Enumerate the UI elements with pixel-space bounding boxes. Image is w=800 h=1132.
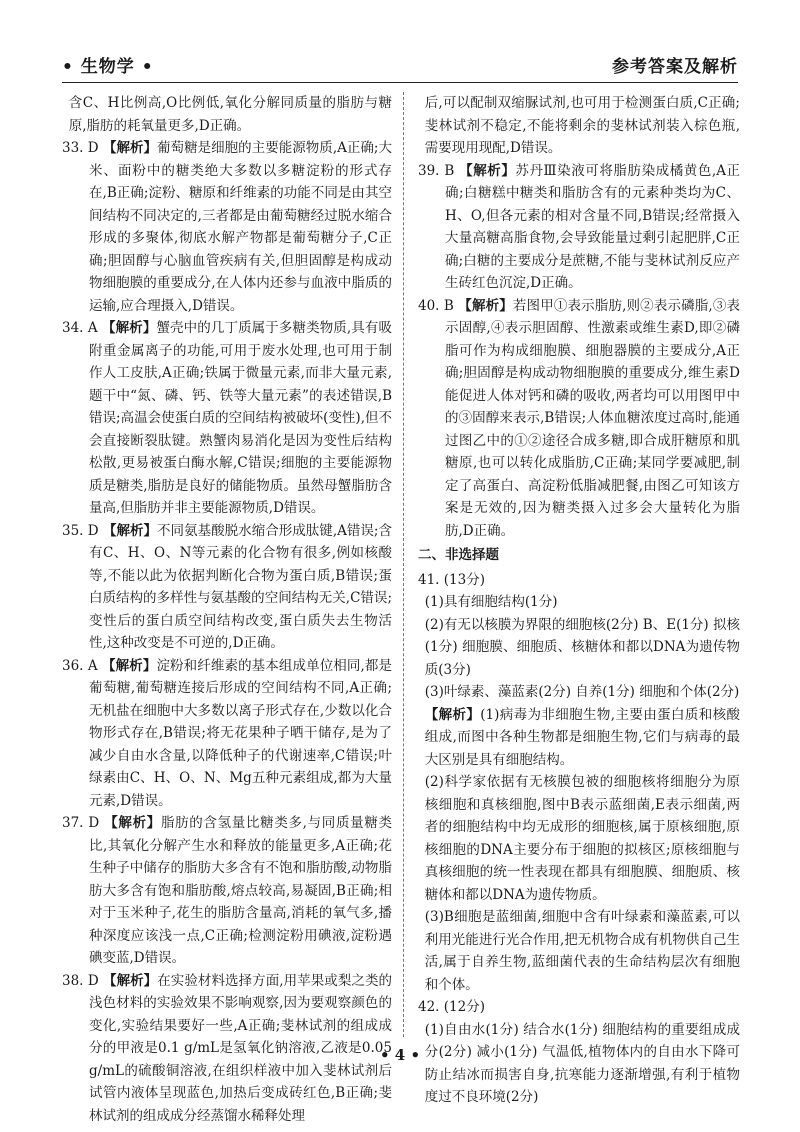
answer-33	[62, 137, 392, 317]
answer-41-head: 41. (13分)	[418, 571, 485, 588]
answer-41-part-2: (2)有无以核膜为界限的细胞核(2分) B、E(1分) 拟核(1分) 细胞膜、细胞质、核糖体和都以DNA为遗传物质(3分)	[424, 616, 740, 678]
answer-41-analysis-1	[418, 704, 740, 772]
answer-42-head: 42. (12分)	[418, 999, 485, 1015]
analysis-tag: 【解析】	[104, 815, 161, 831]
analysis-tag: 【解析】	[459, 162, 516, 179]
column-divider	[403, 92, 404, 1037]
continued-answer-38: 后,可以配制双缩脲试剂,也可用于检测蛋白质,C正确;斐林试剂不稳定,不能将剩余的斐林试剂装入棕色瓶,需要现用现配,D错误。	[424, 95, 740, 156]
answer-41-part-3: (3)叶绿素、藻蓝素(2分) 自养(1分) 细胞和个体(2分)	[424, 684, 740, 700]
answer-35-text: 不同氨基酸脱水缩合形成肽键,A错误;含有C、H、O、N等元素的化合物有很多,例如核酸等,不能以此为依据判断化合物为蛋白质,B错误;蛋白质结构的多样性与氨基酸的空间结构无关,C错误;变性后的蛋白质空间结构改变,蛋白质失去生物活性,这种改变是不可逆的,D正确。	[89, 522, 393, 651]
subject-label: • 生物学 •	[62, 57, 154, 77]
header-rule	[62, 82, 738, 83]
answer-41-part-1: (1)具有细胞结构(1分)	[424, 594, 558, 610]
answer-37-text: 脂肪的含氢量比糖类多,与同质量糖类比,其氧化分解产生水和释放的能量更多,A正确;花生种子中储存的脂肪大多含有不饱和脂肪酸,动物脂肪大多含有饱和脂肪酸,熔点较高,易凝固,B正确;相对于玉米种子,花生的脂肪含量高,消耗的氧气多,播种深度应该浅一点,C正确;检测淀粉用碘液,淀粉遇碘变蓝,D错误。	[89, 815, 393, 966]
answer-41-analysis-2: (2)科学家依据有无核膜包被的细胞核将细胞分为原核细胞和真核细胞,图中B表示蓝细菌,E表示细菌,两者的细胞结构中均无成形的细胞核,属于原核细胞,原核细胞的DNA主要分布于细胞的拟核区;原核细胞与真核细胞的统一性表现在都具有细胞膜、细胞质、核糖体和都以DNA为遗传物质。	[424, 774, 740, 903]
answer-36-text: 淀粉和纤维素的基本组成单位相同,都是葡萄糖,葡萄糖连接后形成的空间结构不同,A正确;无机盐在细胞中大多数以离子形式存在,少数以化合物形式存在,B错误;将无花果种子晒干储存,是为了减少自由水含量,以降低种子的代谢速率,C错误;叶绿素由C、H、O、N、Mg五种元素组成,都为大量元素,D错误。	[89, 657, 393, 809]
answer-33-text: 葡萄糖是细胞的主要能源物质,A正确;大米、面粉中的糖类绝大多数以多糖淀粉的形式存在,B正确;淀粉、糖原和纤维素的功能不同是由其空间结构不同决定的,三者都是由葡萄糖经过脱水缩合形成的多聚体,彻底水解产物都是葡萄糖分子,C正确;胆固醇与心脑血管疾病有关,但胆固醇是构成动物细胞膜的重要成分,在人体内还参与血液中脂质的运输,应合理摄入,D错误。	[89, 140, 393, 314]
answer-37-head: 37. D	[62, 815, 100, 831]
answer-34-head: 34. A	[62, 320, 98, 336]
page-number: • 4 •	[379, 1046, 421, 1064]
left-column	[62, 92, 392, 1127]
answer-36-head: 36. A	[62, 657, 98, 674]
answer-39	[418, 160, 740, 295]
right-column	[418, 92, 740, 1109]
answer-34-text: 蟹壳中的几丁质属于多糖类物质,具有吸附重金属离子的功能,可用于废水处理,也可用于制作人工皮肤,A正确;铁属于微量元素,而非大量元素,题干中“氮、磷、钙、铁等大量元素”的表述错误,B错误;高温会使蛋白质的空间结构被破坏(变性),但不会直接断裂肽键。熟蟹肉易消化是因为变性后结构松散,更易被蛋白酶水解,C错误;细胞的主要能源物质是糖类,脂肪是良好的储能物质。虽然母蟹脂肪含量高,但脂肪并非主要能源物质,D错误。	[89, 320, 393, 516]
continued-answer-32: 含C、H比例高,O比例低,氧化分解同质量的脂肪与糖原,脂肪的耗氧量更多,D正确。	[68, 95, 392, 134]
analysis-tag: 【解析】	[458, 297, 513, 314]
answer-35-head: 35. D	[62, 522, 99, 539]
answer-39-head: 39. B	[418, 162, 455, 179]
answer-39-text: 苏丹Ⅲ染液可将脂肪染成橘黄色,A正确;白糖糕中糖类和脂肪含有的元素种类均为C、H、O,但各元素的相对含量不同,B错误;经常摄入大量高糖高脂食物,会导致能量过剩引起肥胖,C正确;白糖的主要成分是蔗糖,不能与斐林试剂反应产生砖红色沉淀,D正确。	[445, 162, 741, 291]
answer-38-text: 在实验材料选择方面,用苹果或梨之类的浅色材料的实验效果不影响观察,因为要观察颜色的变化,实验结果要好一些,A正确;斐林试剂的组成成分的甲液是0.1 g/mL是氢氧化钠溶液,乙液是0.05 g/mL的硫酸铜溶液,在组织样液中加入斐林试剂后试管内液体呈现蓝色,加热后变成砖红色,B正确;斐林试剂的组成成分经蒸馏水稀释处理	[89, 972, 393, 1124]
analysis-tag: 【解析】	[103, 972, 158, 989]
answer-40-text: 若图甲①表示脂肪,则②表示磷脂,③表示固醇,④表示胆固醇、性激素或维生素D,即②磷脂可作为构成细胞膜、细胞器膜的主要成分,A正确;胆固醇是构成动物细胞膜的重要成分,维生素D能促进人体对钙和磷的吸收,两者均可以用图甲中的③固醇来表示,B错误;人体血糖浓度过高时,能通过图乙中的①②途径合成多糖,即合成肝糖原和肌糖原,也可以转化成脂肪,C正确;某同学要减肥,制定了高蛋白、高淀粉低脂减肥餐,由图乙可知该方案是无效的,因为糖类摄入过多会大量转化为脂肪,D正确。	[445, 297, 741, 539]
answer-38-head: 38. D	[62, 972, 99, 989]
analysis-tag: 【解析】	[424, 706, 481, 723]
answer-35	[62, 520, 392, 655]
analysis-tag: 【解析】	[102, 140, 158, 156]
page-header	[62, 52, 738, 82]
answer-40-head: 40. B	[418, 297, 454, 314]
answer-40	[418, 295, 740, 543]
answer-37	[62, 812, 392, 970]
analysis-tag: 【解析】	[102, 522, 158, 539]
answer-33-head: 33. D	[62, 140, 99, 156]
answer-41-analysis-1-text: (1)病毒为非细胞生物,主要由蛋白质和核酸组成,而图中各种生物都是细胞生物,它们与病毒的最大区别是具有细胞结构。	[424, 706, 740, 768]
answer-34	[62, 317, 392, 520]
answer-36	[62, 655, 392, 813]
section-title: 二、非选择题	[418, 547, 499, 563]
analysis-tag: 【解析】	[102, 320, 157, 336]
analysis-tag: 【解析】	[102, 657, 157, 674]
answer-42-part-1: (1)自由水(1分) 结合水(1分) 细胞结构的重要组成成分(2分) 减小(1分) 气温低,植物体内的自由水下降可防止结冰而损害自身,抗寒能力逐渐增强,有利于植物度过不良环境(2分)	[424, 1021, 740, 1105]
answer-41-analysis-3: (3)B细胞是蓝细菌,细胞中含有叶绿素和藻蓝素,可以利用光能进行光合作用,把无机物合成有机物供自己生活,属于自养生物,蓝细菌代表的生命结构层次有细胞和个体。	[424, 909, 740, 993]
page-title: 参考答案及解析	[612, 57, 738, 77]
